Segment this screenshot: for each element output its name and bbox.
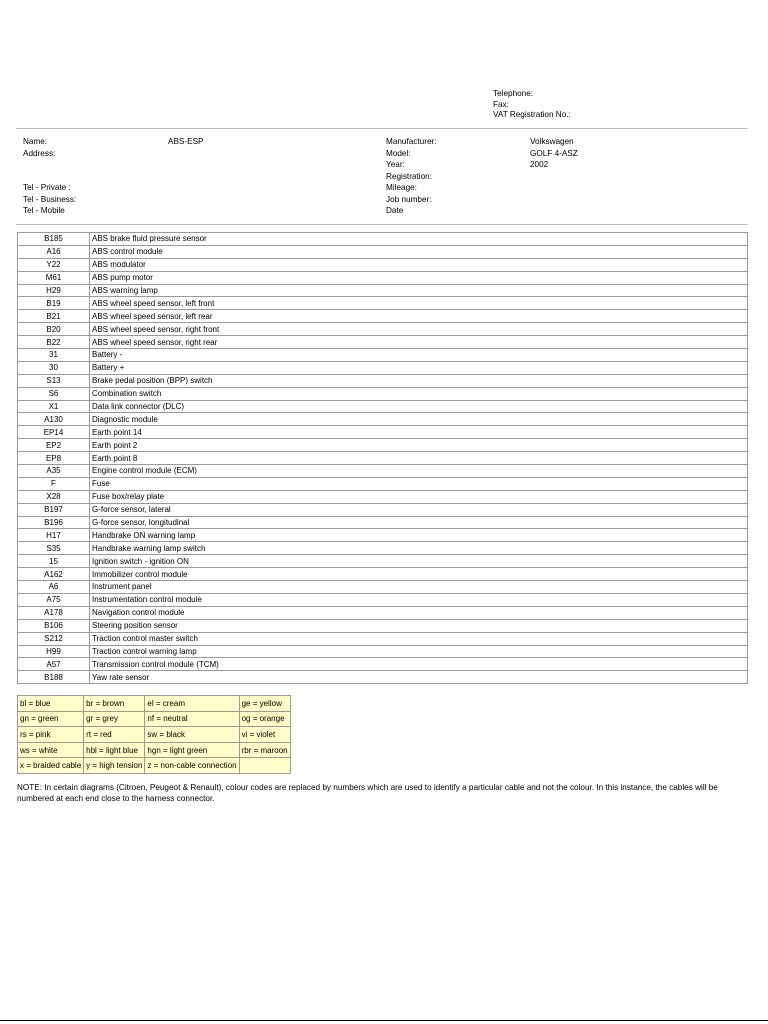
colour-code-cell: bl = blue — [18, 696, 84, 712]
colour-code-row — [18, 742, 291, 758]
component-description: ABS warning lamp — [90, 284, 748, 297]
component-description: ABS brake fluid pressure sensor — [90, 233, 748, 246]
table-row — [18, 542, 748, 555]
table-row — [18, 297, 748, 310]
table-row — [18, 581, 748, 594]
table-row — [18, 671, 748, 684]
table-row — [18, 258, 748, 271]
year-label: Year: — [386, 160, 405, 169]
table-row — [18, 516, 748, 529]
component-description: Ignition switch - ignition ON — [90, 555, 748, 568]
component-description: Handbrake warning lamp switch — [90, 542, 748, 555]
table-row — [18, 555, 748, 568]
table-row — [18, 336, 748, 349]
colour-code-row — [18, 711, 291, 727]
component-description: ABS wheel speed sensor, right rear — [90, 336, 748, 349]
contact-block — [493, 88, 571, 121]
table-row — [18, 465, 748, 478]
year-value: 2002 — [530, 160, 549, 169]
colour-code-row — [18, 696, 291, 712]
note-text: NOTE: In certain diagrams (Citroen, Peugeot & Renault), colour codes are replaced by numbers which are used to identify a particular cable and not the colour. In this instance, the cables will be numbered at each end close to the harness connector. — [17, 783, 718, 803]
component-code: 15 — [18, 555, 90, 568]
component-code: 31 — [18, 349, 90, 362]
name-label: Name: — [23, 137, 48, 146]
tel-business-label: Tel - Business: — [23, 194, 77, 204]
table-row — [18, 400, 748, 413]
component-description: Traction control warning lamp — [90, 645, 748, 658]
component-code: 30 — [18, 361, 90, 374]
component-description: Instrumentation control module — [90, 593, 748, 606]
colour-code-row — [18, 758, 291, 774]
vehicle-values — [530, 136, 578, 171]
component-description: G-force sensor, longitudinal — [90, 516, 748, 529]
component-code: A130 — [18, 413, 90, 426]
colour-code-cell: rt = red — [84, 727, 145, 743]
component-description: Transmission control module (TCM) — [90, 658, 748, 671]
component-description: Battery + — [90, 361, 748, 374]
component-code: B22 — [18, 336, 90, 349]
table-row — [18, 632, 748, 645]
table-row — [18, 477, 748, 490]
colour-code-cell: rs = pink — [18, 727, 84, 743]
component-description: Steering position sensor — [90, 619, 748, 632]
component-description: G-force sensor, lateral — [90, 503, 748, 516]
colour-code-cell: vi = violet — [239, 727, 290, 743]
name-value: ABS-ESP — [168, 137, 204, 146]
colour-code-legend — [17, 695, 291, 774]
colour-code-cell: el = cream — [145, 696, 239, 712]
component-description: Earth point 2 — [90, 439, 748, 452]
component-table — [17, 232, 748, 684]
manufacturer-value: Volkswagen — [530, 137, 574, 146]
table-row — [18, 349, 748, 362]
table-row — [18, 619, 748, 632]
middle-divider — [16, 224, 748, 225]
registration-label: Registration: — [386, 171, 432, 181]
colour-code-cell: og = orange — [239, 711, 290, 727]
vat-label: VAT Registration No.: — [493, 110, 571, 119]
fax-label: Fax: — [493, 99, 509, 109]
component-code: EP2 — [18, 439, 90, 452]
component-code: B188 — [18, 671, 90, 684]
component-code: H17 — [18, 529, 90, 542]
table-row — [18, 271, 748, 284]
colour-code-cell: ws = white — [18, 742, 84, 758]
component-code: B197 — [18, 503, 90, 516]
component-code: S35 — [18, 542, 90, 555]
mileage-label: Mileage: — [386, 183, 417, 192]
colour-code-cell: ge = yellow — [239, 696, 290, 712]
table-row — [18, 645, 748, 658]
component-code: A16 — [18, 245, 90, 258]
component-code: B20 — [18, 323, 90, 336]
table-row — [18, 245, 748, 258]
table-row — [18, 361, 748, 374]
address-label: Address: — [23, 148, 56, 158]
colour-code-cell: z = non-cable connection — [145, 758, 239, 774]
table-row — [18, 310, 748, 323]
colour-code-cell: hbl = light blue — [84, 742, 145, 758]
component-code: A35 — [18, 465, 90, 478]
component-description: Diagnostic module — [90, 413, 748, 426]
page-bottom-rule — [0, 1020, 768, 1021]
component-description: Fuse — [90, 477, 748, 490]
table-row — [18, 233, 748, 246]
component-code: A57 — [18, 658, 90, 671]
component-description: Traction control master switch — [90, 632, 748, 645]
customer-block — [23, 136, 76, 217]
vehicle-labels — [386, 136, 437, 217]
telephone-label: Telephone: — [493, 89, 534, 98]
component-code: B21 — [18, 310, 90, 323]
table-row — [18, 503, 748, 516]
model-value: GOLF 4-ASZ — [530, 148, 578, 158]
colour-code-cell: hgn = light green — [145, 742, 239, 758]
colour-code-cell: rbr = maroon — [239, 742, 290, 758]
component-description: ABS wheel speed sensor, left rear — [90, 310, 748, 323]
colour-code-cell: br = brown — [84, 696, 145, 712]
colour-code-row — [18, 727, 291, 743]
component-description: Immobilizer control module — [90, 568, 748, 581]
component-description: Earth point 14 — [90, 426, 748, 439]
component-code: B185 — [18, 233, 90, 246]
colour-code-cell — [239, 758, 290, 774]
component-description: Handbrake ON warning lamp — [90, 529, 748, 542]
component-description: Brake pedal position (BPP) switch — [90, 374, 748, 387]
component-description: Instrument panel — [90, 581, 748, 594]
table-row — [18, 593, 748, 606]
table-row — [18, 568, 748, 581]
component-code: B19 — [18, 297, 90, 310]
table-row — [18, 452, 748, 465]
table-row — [18, 529, 748, 542]
tel-mobile-label: Tel - Mobile — [23, 206, 65, 215]
colour-code-cell: gr = grey — [84, 711, 145, 727]
table-row — [18, 387, 748, 400]
component-code: M61 — [18, 271, 90, 284]
component-code: S6 — [18, 387, 90, 400]
table-row — [18, 439, 748, 452]
date-label: Date — [386, 206, 404, 215]
colour-code-cell: x = braided cable — [18, 758, 84, 774]
component-code: A162 — [18, 568, 90, 581]
component-description: ABS modulator — [90, 258, 748, 271]
component-description: ABS wheel speed sensor, right front — [90, 323, 748, 336]
table-row — [18, 284, 748, 297]
colour-code-cell: sw = black — [145, 727, 239, 743]
table-row — [18, 323, 748, 336]
component-description: Data link connector (DLC) — [90, 400, 748, 413]
job-number-label: Job number: — [386, 194, 432, 204]
component-code: A75 — [18, 593, 90, 606]
table-row — [18, 490, 748, 503]
component-description: Engine control module (ECM) — [90, 465, 748, 478]
component-code: EP8 — [18, 452, 90, 465]
component-description: Earth point 8 — [90, 452, 748, 465]
component-description: Battery - — [90, 349, 748, 362]
table-row — [18, 374, 748, 387]
component-code: A6 — [18, 581, 90, 594]
component-code: F — [18, 477, 90, 490]
colour-code-cell: nf = neutral — [145, 711, 239, 727]
component-code: B196 — [18, 516, 90, 529]
component-code: H99 — [18, 645, 90, 658]
component-code: A178 — [18, 606, 90, 619]
component-code: S212 — [18, 632, 90, 645]
component-description: ABS pump motor — [90, 271, 748, 284]
component-description: Yaw rate sensor — [90, 671, 748, 684]
table-row — [18, 426, 748, 439]
colour-code-cell: gn = green — [18, 711, 84, 727]
table-row — [18, 658, 748, 671]
table-row — [18, 413, 748, 426]
component-code: X28 — [18, 490, 90, 503]
component-description: ABS control module — [90, 245, 748, 258]
component-description: Combination switch — [90, 387, 748, 400]
component-description: Fuse box/relay plate — [90, 490, 748, 503]
colour-code-cell: y = high tension — [84, 758, 145, 774]
component-code: H29 — [18, 284, 90, 297]
top-divider — [16, 128, 748, 129]
component-code: X1 — [18, 400, 90, 413]
component-code: S13 — [18, 374, 90, 387]
component-code: B106 — [18, 619, 90, 632]
manufacturer-label: Manufacturer: — [386, 137, 437, 146]
component-description: ABS wheel speed sensor, left front — [90, 297, 748, 310]
component-code: EP14 — [18, 426, 90, 439]
model-label: Model: — [386, 148, 411, 158]
table-row — [18, 606, 748, 619]
component-description: Navigation control module — [90, 606, 748, 619]
tel-private-label: Tel - Private : — [23, 183, 71, 192]
component-code: Y22 — [18, 258, 90, 271]
